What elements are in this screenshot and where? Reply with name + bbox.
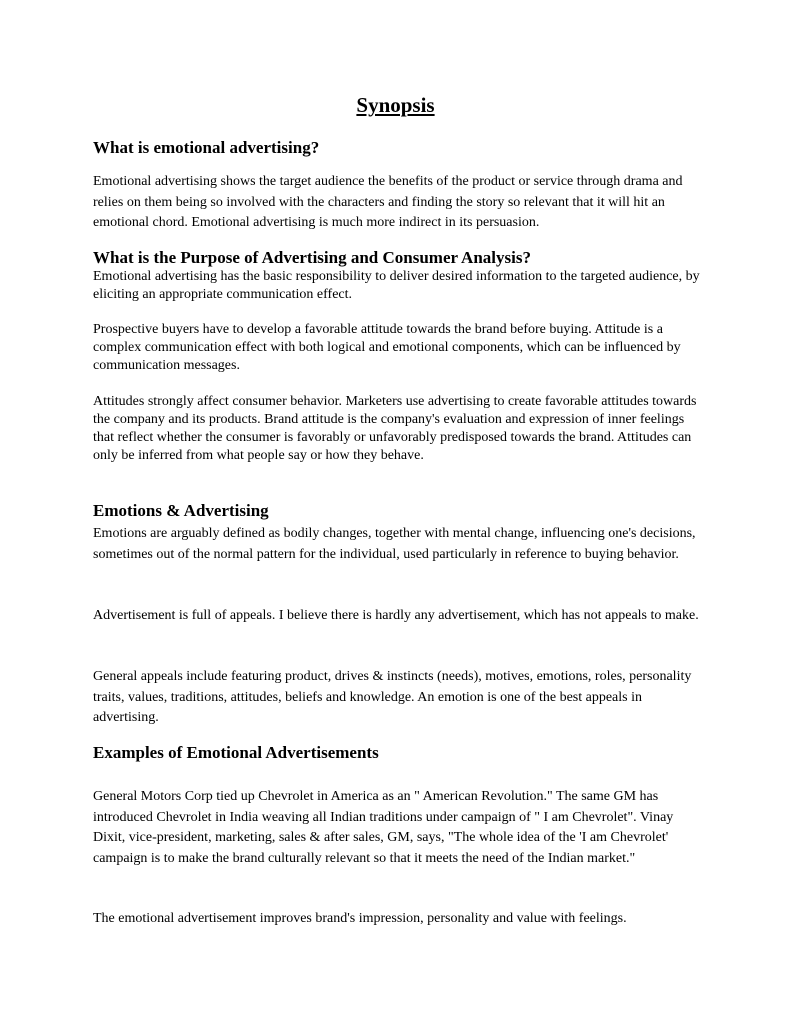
paragraph: General Motors Corp tied up Chevrolet in America as an " American Revolution." The same GM has introduced Chevrolet in India weaving all Indian traditions under campaign of " I am Chevrolet". Vinay Dixit, vice-president, marketing, sales & after sales, GM, says, "The whole idea of the 'I am Chevrolet' campaign is to make the brand culturally relevant so that it meets the need of the Indian market." [93, 789, 674, 866]
paragraph: Attitudes strongly affect consumer behavior. Marketers use advertising to create favorable attitudes towards the company and its products. Brand attitude is the company's evaluation and expression of inner feelings that reflect whether the consumer is favorably or unfavorably predisposed towards the brand. Attitudes can only be inferred from what people say or how they behave. [93, 394, 697, 463]
paragraph: Emotional advertising has the basic responsibility to deliver desired information to the targeted audience, by eliciting an appropriate communication effect. [93, 269, 700, 302]
page-title: Synopsis [356, 93, 435, 117]
heading-examples: Examples of Emotional Advertisements [93, 743, 379, 762]
paragraph: Prospective buyers have to develop a favorable attitude towards the brand before buying. Attitude is a complex communication effect with both logical and emotional components, which can be influenced by communication messages. [93, 322, 681, 373]
heading-purpose-of-advertising: What is the Purpose of Advertising and Consumer Analysis? [93, 248, 531, 267]
paragraph: General appeals include featuring product, drives & instincts (needs), motives, emotions, roles, personality traits, values, traditions, attitudes, beliefs and knowledge. An emotion is one of the best appeals in advertising. [93, 669, 692, 725]
paragraph: Emotional advertising shows the target audience the benefits of the product or service through drama and relies on them being so involved with the characters and finding the story so relevant that it will hit an emotional chord. Emotional advertising is much more indirect in its persuasion. [93, 174, 683, 230]
heading-emotional-advertising: What is emotional advertising? [93, 138, 320, 157]
paragraph: Emotions are arguably defined as bodily changes, together with mental change, influencing one's decisions, sometimes out of the normal pattern for the individual, used particularly in reference to buying behavior. [93, 526, 696, 562]
paragraph: The emotional advertisement improves brand's impression, personality and value with feelings. [93, 911, 627, 926]
heading-emotions-advertising: Emotions & Advertising [93, 501, 269, 520]
paragraph: Advertisement is full of appeals. I believe there is hardly any advertisement, which has not appeals to make. [93, 608, 699, 623]
